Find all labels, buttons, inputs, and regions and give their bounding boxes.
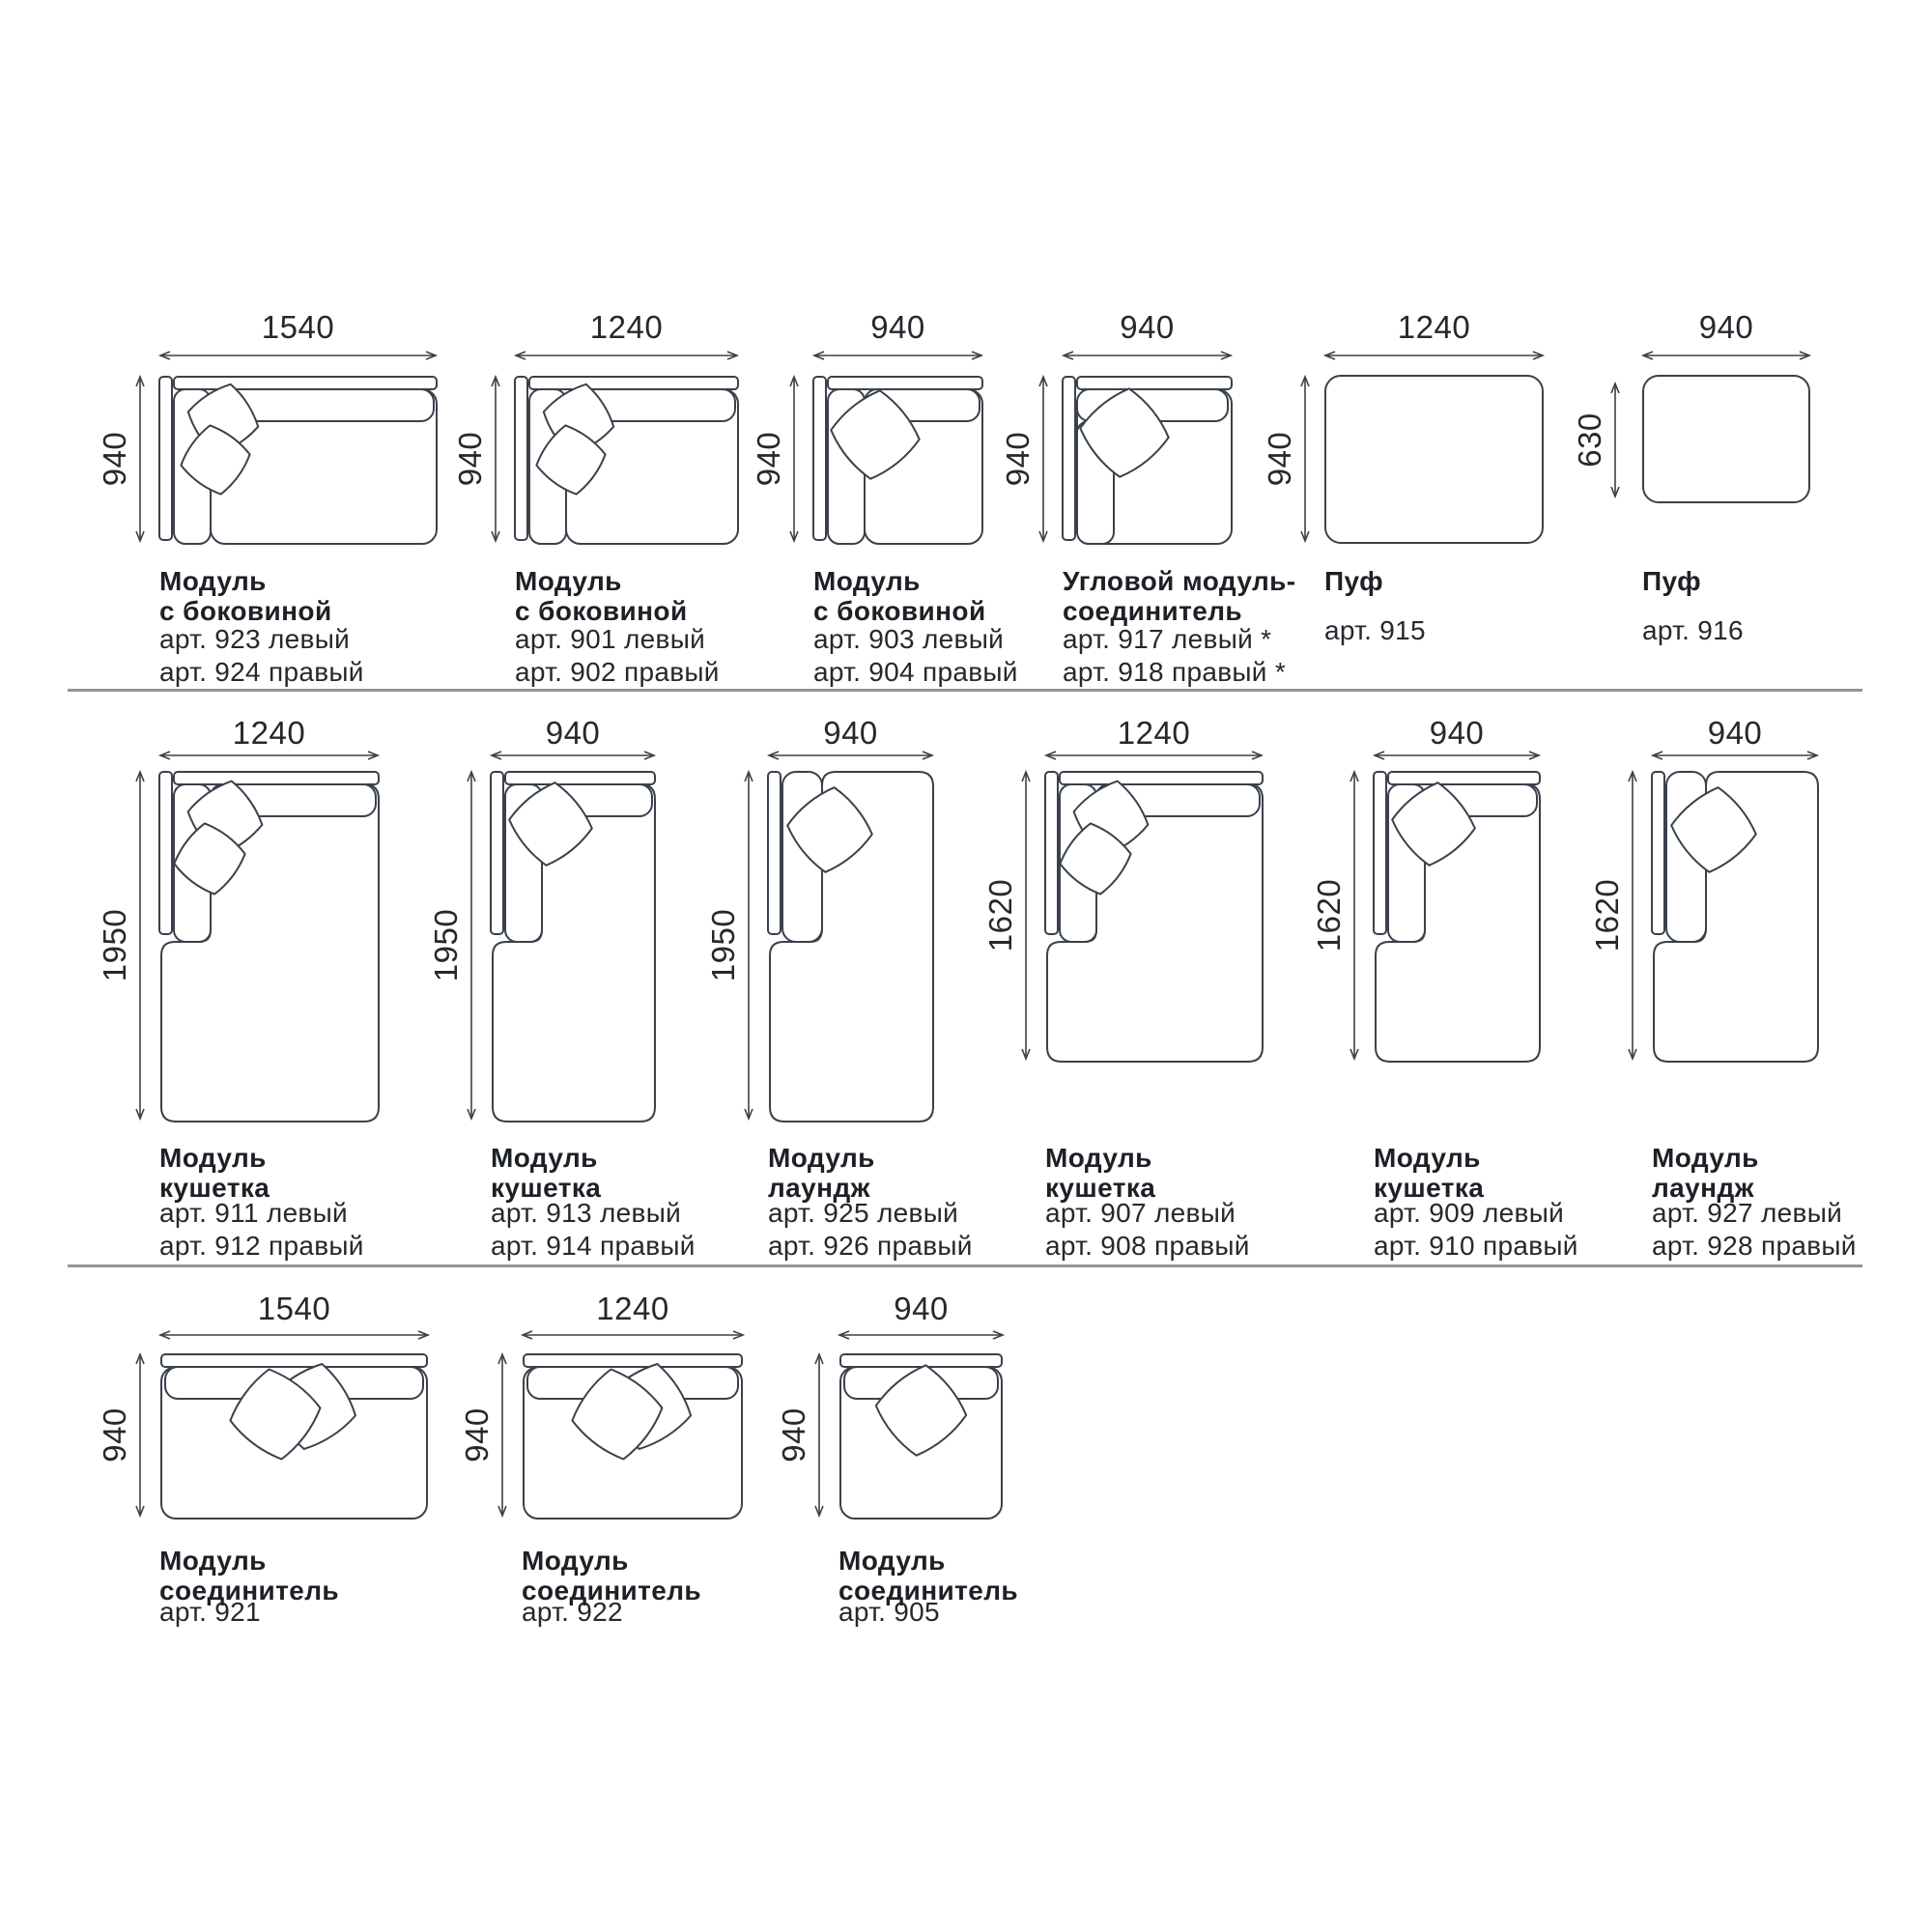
module-name [1374, 1143, 1484, 1203]
article-number-left: арт. 907 левый [1045, 1198, 1236, 1228]
module-article-numbers [159, 623, 364, 689]
article-number-left: арт. 909 левый [1374, 1198, 1565, 1228]
module-drawing-8 [491, 772, 655, 1122]
module-name [1045, 1143, 1155, 1203]
article-number-left: арт. 916 [1642, 615, 1744, 645]
module-drawing-7 [159, 772, 379, 1122]
article-number-right: арт. 928 правый [1652, 1231, 1857, 1261]
width-dimension-label: 940 [1698, 309, 1754, 345]
module-name-line1: Модуль [159, 1546, 267, 1576]
module-name-line2: лаундж [1652, 1173, 1754, 1203]
module-name-line2: кушетка [159, 1173, 270, 1203]
article-number-left: арт. 917 левый * [1063, 624, 1272, 654]
article-number-right: арт. 914 правый [491, 1231, 696, 1261]
module-name [491, 1143, 601, 1203]
width-dimension-label: 1240 [596, 1291, 669, 1326]
height-dimension-label: 940 [459, 1407, 495, 1463]
module-article-numbers [1324, 614, 1426, 647]
article-number-right: арт. 912 правый [159, 1231, 364, 1261]
module-name-line2: соединитель [522, 1576, 702, 1605]
article-number-right: арт. 926 правый [768, 1231, 973, 1261]
module-name-line2: соединитель [1063, 596, 1243, 626]
width-dimension-label: 940 [894, 1291, 949, 1326]
height-dimension-label: 940 [1262, 431, 1297, 487]
module-name-line1: Модуль [522, 1546, 629, 1576]
module-article-numbers [1374, 1197, 1578, 1263]
module-name [1642, 566, 1701, 596]
module-name-line2: кушетка [1045, 1173, 1156, 1203]
article-number-left: арт. 923 левый [159, 624, 351, 654]
module-name-line1: Модуль [159, 566, 267, 596]
module-article-numbers [159, 1197, 364, 1263]
article-number-left: арт. 925 левый [768, 1198, 959, 1228]
module-name-line1: Пуф [1324, 566, 1384, 596]
module-name [768, 1143, 875, 1203]
article-number-right: арт. 910 правый [1374, 1231, 1578, 1261]
module-drawing-15 [840, 1354, 1002, 1519]
module-name-line2: кушетка [1374, 1173, 1485, 1203]
module-name-line1: Модуль [768, 1143, 875, 1173]
height-dimension-label: 1620 [982, 878, 1018, 952]
module-name-line1: Модуль [1374, 1143, 1481, 1173]
module-drawing-13 [161, 1354, 427, 1519]
module-name-line2: соединитель [159, 1576, 340, 1605]
article-number-right: арт. 902 правый [515, 657, 720, 687]
article-number-left: арт. 921 [159, 1597, 261, 1627]
height-dimension-label: 940 [97, 431, 132, 487]
module-article-numbers [813, 623, 1018, 689]
article-number-left: арт. 903 левый [813, 624, 1005, 654]
article-number-left: арт. 911 левый [159, 1198, 348, 1228]
module-name-line2: соединитель [838, 1576, 1019, 1605]
height-dimension-label: 1620 [1589, 878, 1625, 952]
module-name-line2: с боковиной [159, 596, 332, 626]
height-dimension-label: 940 [452, 431, 488, 487]
module-name-line1: Модуль [491, 1143, 598, 1173]
width-dimension-label: 940 [1120, 309, 1175, 345]
width-dimension-label: 1240 [1397, 309, 1471, 345]
height-dimension-label: 940 [751, 431, 786, 487]
height-dimension-label: 1620 [1311, 878, 1347, 952]
width-dimension-label: 1540 [261, 309, 335, 345]
article-number-right: арт. 904 правый [813, 657, 1018, 687]
module-article-numbers [838, 1596, 940, 1629]
module-name-line1: Модуль [813, 566, 921, 596]
article-number-left: арт. 927 левый [1652, 1198, 1843, 1228]
row-divider-1 [68, 689, 1862, 692]
article-number-left: арт. 915 [1324, 615, 1426, 645]
module-name-line1: Модуль [1652, 1143, 1759, 1173]
height-dimension-label: 940 [97, 1407, 132, 1463]
module-drawing-1 [159, 377, 437, 544]
article-number-right: арт. 924 правый [159, 657, 364, 687]
module-article-numbers [1045, 1197, 1250, 1263]
module-name [1324, 566, 1383, 596]
module-article-numbers [1063, 623, 1286, 689]
module-article-numbers [515, 623, 720, 689]
module-drawing-10 [1045, 772, 1263, 1062]
width-dimension-label: 1240 [1117, 715, 1191, 751]
height-dimension-label: 1950 [97, 908, 132, 982]
height-dimension-label: 940 [776, 1407, 811, 1463]
module-name [515, 566, 688, 626]
module-name-line2: с боковиной [515, 596, 688, 626]
module-name [159, 566, 332, 626]
article-number-left: арт. 922 [522, 1597, 623, 1627]
width-dimension-label: 940 [545, 715, 601, 751]
module-name-line1: Угловой модуль- [1063, 566, 1296, 596]
width-dimension-label: 940 [1429, 715, 1485, 751]
module-article-numbers [1652, 1197, 1857, 1263]
height-dimension-label: 1950 [705, 908, 741, 982]
module-name [1063, 566, 1296, 626]
height-dimension-label: 940 [1000, 431, 1036, 487]
article-number-left: арт. 913 левый [491, 1198, 682, 1228]
module-drawing-14 [524, 1354, 742, 1519]
width-dimension-label: 1540 [257, 1291, 331, 1326]
article-number-left: арт. 905 [838, 1597, 940, 1627]
width-dimension-label: 1240 [589, 309, 664, 345]
module-article-numbers [522, 1596, 623, 1629]
width-dimension-label: 1240 [232, 715, 306, 751]
module-drawing-3 [813, 377, 982, 544]
module-name-line2: с боковиной [813, 596, 986, 626]
article-number-right: арт. 908 правый [1045, 1231, 1250, 1261]
module-drawing-6 [1643, 376, 1809, 502]
module-drawing-2 [515, 377, 738, 544]
height-dimension-label: 630 [1572, 412, 1607, 468]
module-article-numbers [768, 1197, 973, 1263]
article-number-right: арт. 918 правый * [1063, 657, 1287, 687]
module-article-numbers [491, 1197, 696, 1263]
module-name [1652, 1143, 1759, 1203]
width-dimension-label: 940 [1707, 715, 1763, 751]
module-name-line2: лаундж [768, 1173, 870, 1203]
module-name-line2: кушетка [491, 1173, 602, 1203]
module-name-line1: Модуль [159, 1143, 267, 1173]
module-name-line1: Модуль [838, 1546, 946, 1576]
module-name-line1: Пуф [1642, 566, 1702, 596]
module-name-line1: Модуль [515, 566, 622, 596]
module-drawing-12 [1652, 772, 1818, 1062]
module-article-numbers [1642, 614, 1744, 647]
height-dimension-label: 1950 [428, 908, 464, 982]
article-number-left: арт. 901 левый [515, 624, 706, 654]
module-article-numbers [159, 1596, 261, 1629]
module-drawing-5 [1325, 376, 1543, 543]
module-name-line1: Модуль [1045, 1143, 1152, 1173]
module-drawing-11 [1374, 772, 1540, 1062]
width-dimension-label: 940 [823, 715, 878, 751]
module-drawing-4 [1063, 377, 1232, 544]
module-drawing-9 [768, 772, 933, 1122]
width-dimension-label: 940 [870, 309, 925, 345]
module-name [159, 1143, 270, 1203]
module-name [813, 566, 986, 626]
row-divider-2 [68, 1264, 1862, 1267]
